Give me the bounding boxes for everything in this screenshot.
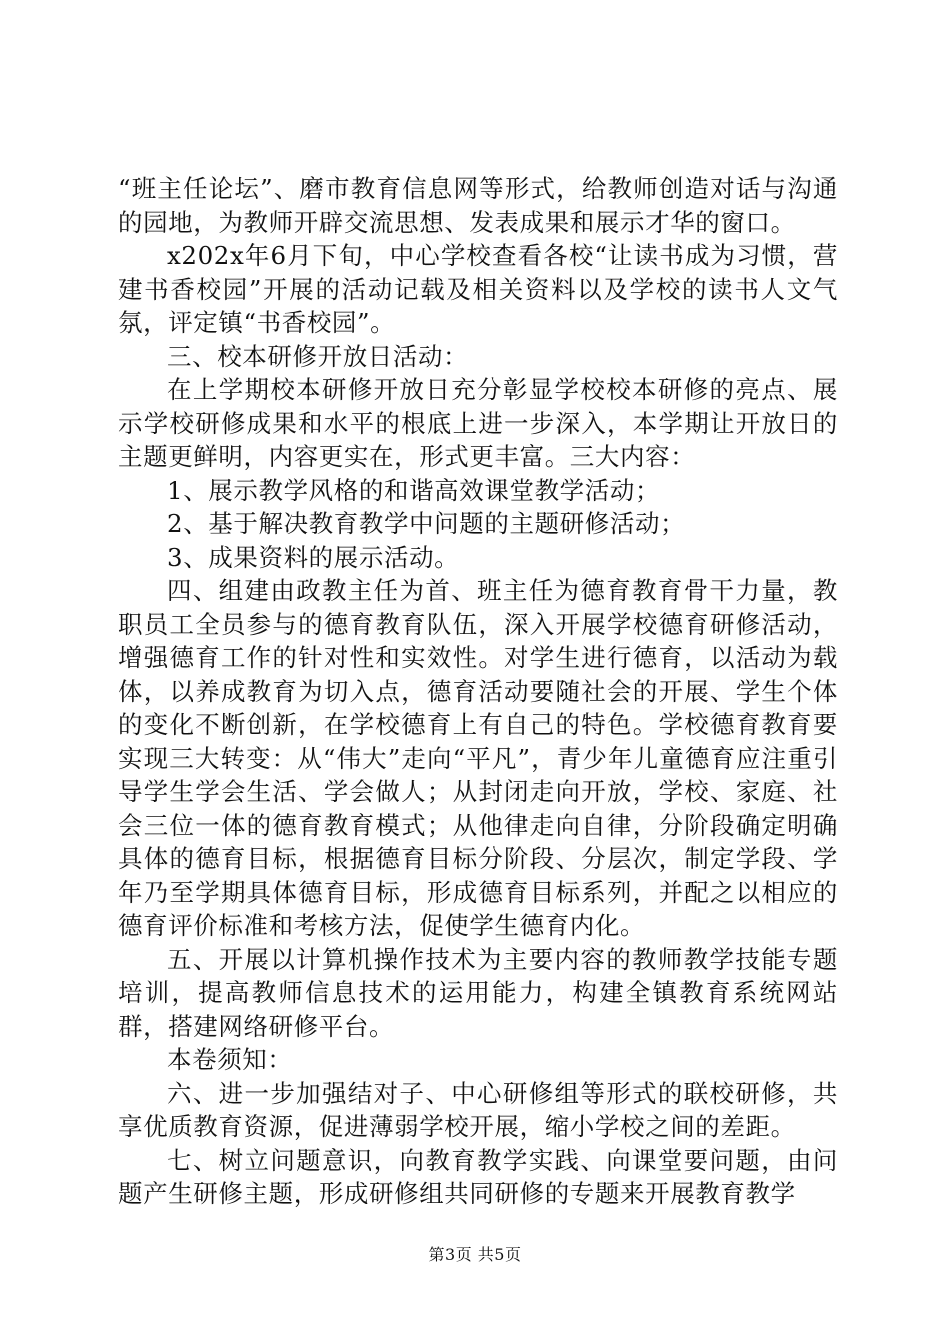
document-body — [118, 172, 838, 1211]
paragraph-it-training: 五、开展以计算机操作技术为主要内容的教师教学技能专题培训，提高教师信息技术的运用能力，构建全镇教育系统网站群，搭建网络研修平台。 — [118, 944, 838, 1041]
paragraph-continuation: “班主任论坛”、磨市教育信息网等形式，给教师创造对话与沟通的园地，为教师开辟交流思想、发表成果和展示才华的窗口。 — [118, 174, 838, 237]
list-item-3: 3、成果资料的展示活动。 — [167, 542, 460, 572]
paragraph-reading-campus-review: x202x年6月下旬，中心学校查看各校“让读书成为习惯，营建书香校园”开展的活动记载及相关资料以及学校的读书人文气氛，评定镇“书香校园”。 — [118, 241, 838, 337]
notice-heading: 本卷须知： — [167, 1045, 293, 1074]
paragraph-problem-awareness: 七、树立问题意识，向教育教学实践、向课堂要问题，由问题产生研修主题，形成研修组共同研修的专题来开展教育教学 — [118, 1145, 838, 1208]
paragraph-open-day: 在上学期校本研修开放日充分彰显学校校本研修的亮点、展示学校研修成果和水平的根底上进一步深入，本学期让开放日的主题更鲜明，内容更实在，形式更丰富。三大内容： — [118, 375, 838, 471]
paragraph-joint-research: 六、进一步加强结对子、中心研修组等形式的联校研修，共享优质教育资源，促进薄弱学校开展，缩小学校之间的差距。 — [118, 1078, 838, 1141]
paragraph-moral-education: 四、组建由政教主任为首、班主任为德育教育骨干力量，教职员工全员参与的德育教育队伍，深入开展学校德育研修活动，增强德育工作的针对性和实效性。对学生进行德育，以活动为载体，以养成教育为切入点，德育活动要随社会的开展、学生个体的变化不断创新，在学校德育上有自己的特色。学校德育教育要实现三大转变：从“伟大”走向“平凡”，青少年儿童德育应注重引导学生学会生活、学会做人；从封闭走向开放，学校、家庭、社会三位一体的德育教育模式；从他律走向自律，分阶段确定明确具体的德育目标，根据德育目标分阶段、分层次，制定学段、学年乃至学期具体德育目标，形成德育目标系列，并配之以相应的德育评价标准和考核方法，促使学生德育内化。 — [118, 576, 838, 940]
list-item-1: 1、展示教学风格的和谐高效课堂教学活动； — [167, 475, 661, 505]
section-heading-open-day: 三、校本研修开放日活动： — [167, 341, 469, 371]
list-item-2: 2、基于解决教育教学中问题的主题研修活动； — [167, 509, 686, 538]
page-number-footer: 第3页 共5页 — [428, 1245, 522, 1264]
